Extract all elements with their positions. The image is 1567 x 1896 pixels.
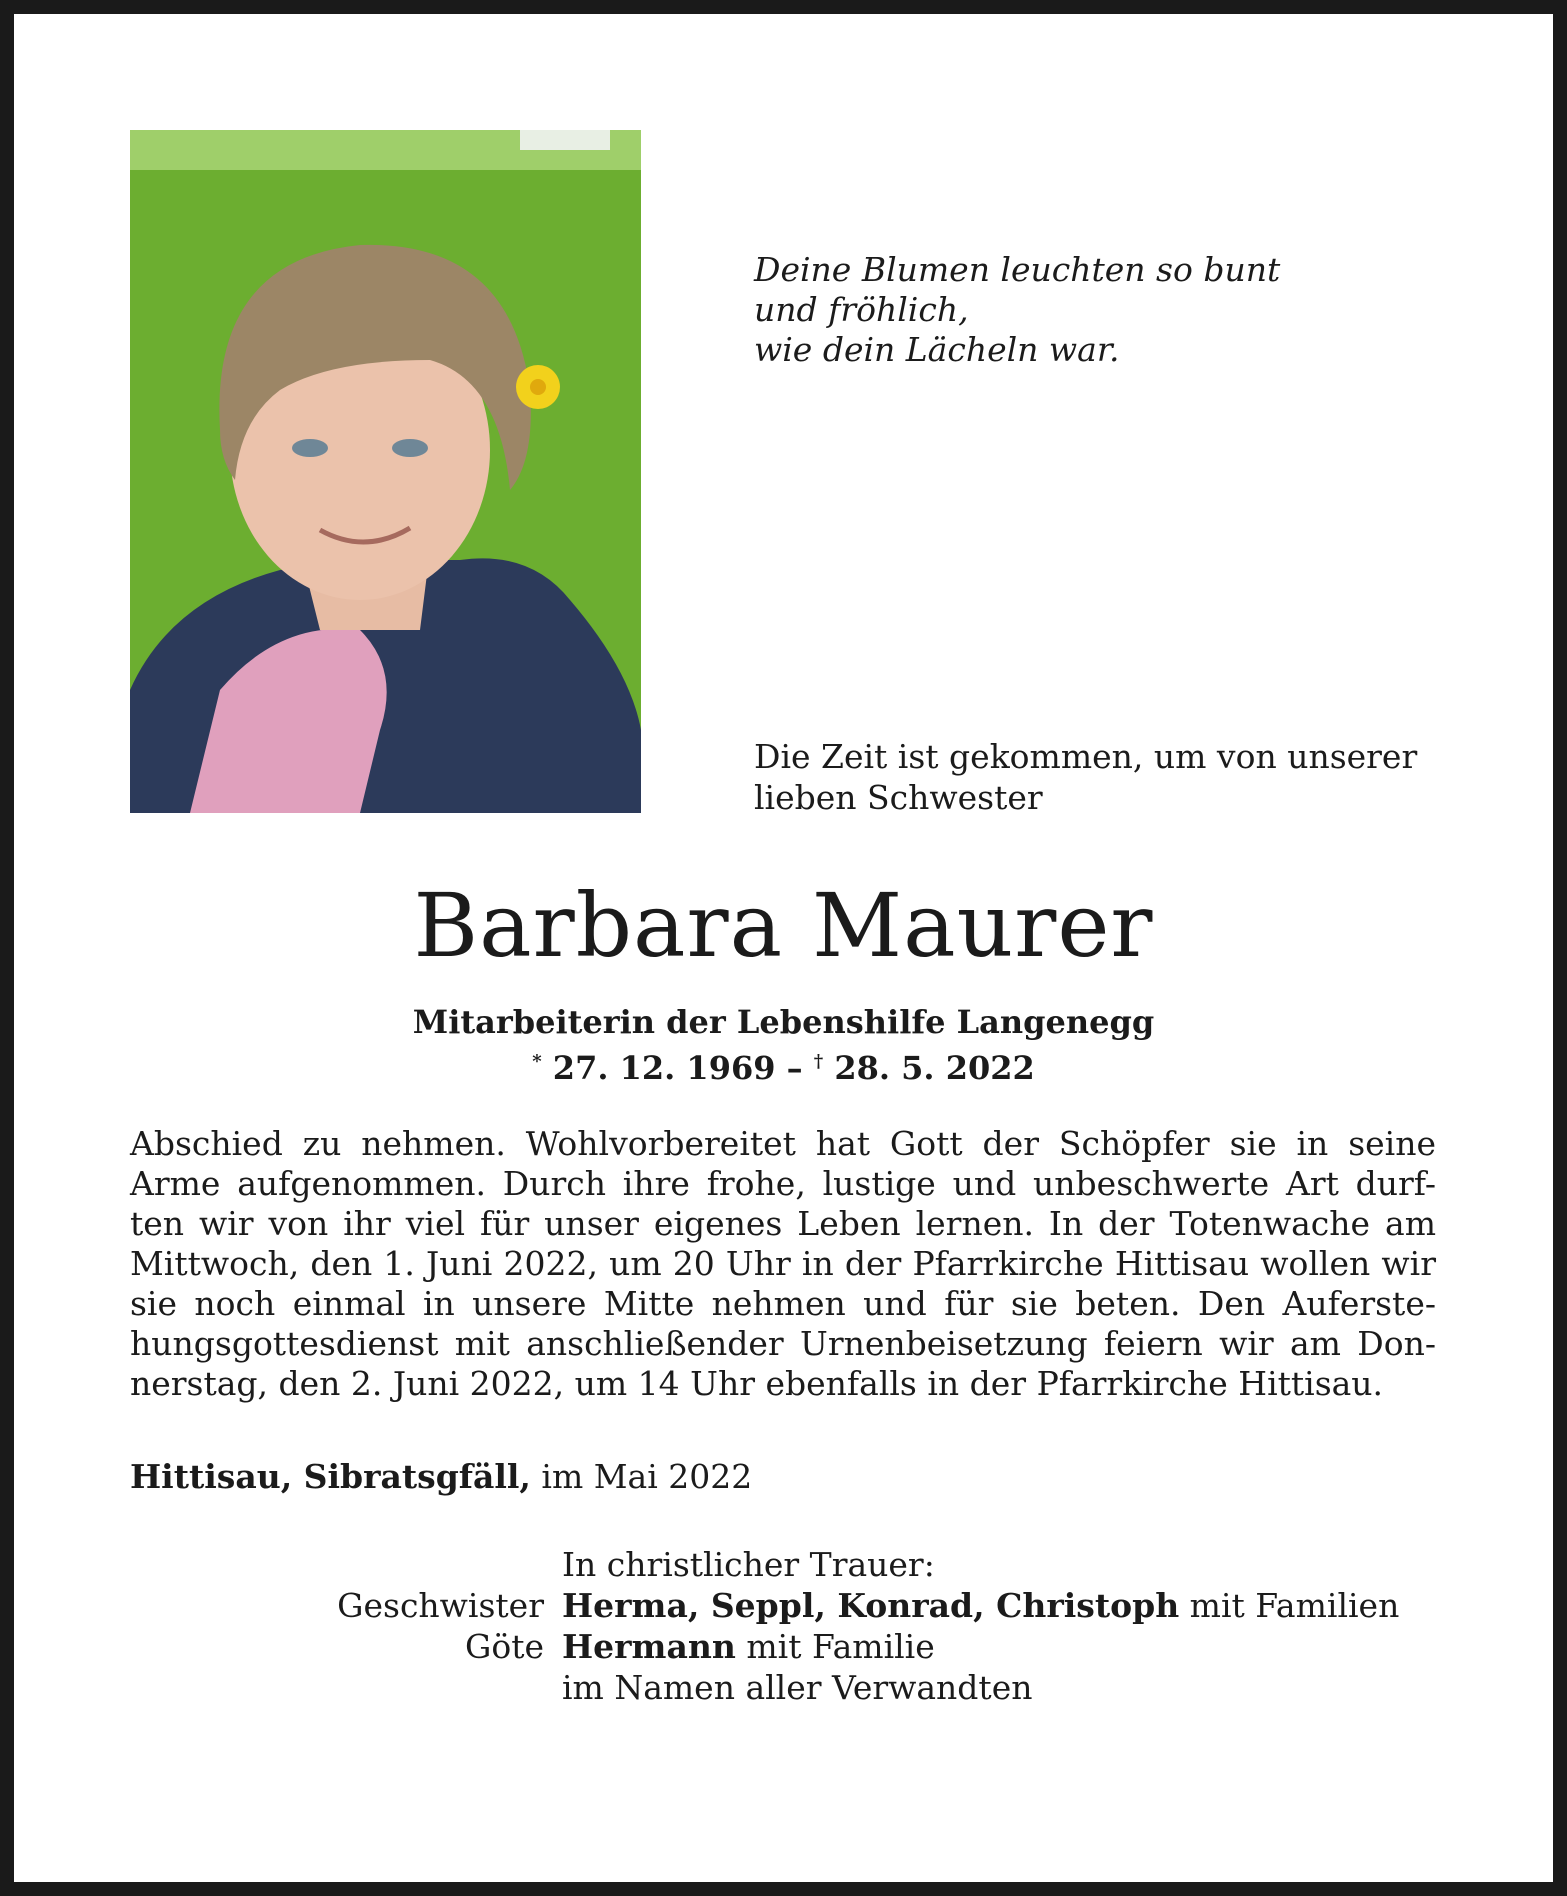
intro-line: lieben Schwester: [754, 778, 1043, 817]
body-line: sie noch einmal in unsere Mitte nehmen und für sie beten. Den Auferste-: [130, 1284, 1436, 1323]
mourner-names: Herma, Seppl, Konrad, Christoph: [562, 1586, 1180, 1625]
death-symbol: †: [813, 1051, 824, 1072]
quote-line: und fröhlich,: [754, 290, 969, 329]
mourner-relation: Geschwister: [337, 1586, 544, 1625]
intro-line: Die Zeit ist gekommen, um von unserer: [754, 737, 1418, 776]
place-names: Hittisau, Sibratsgfäll,: [130, 1457, 531, 1496]
quote-line: Deine Blumen leuchten so bunt: [754, 250, 1281, 289]
body-line: nerstag, den 2. Juni 2022, um 14 Uhr ebenfalls in der Pfarrkirche Hittisau.: [130, 1364, 1384, 1403]
deceased-occupation: Mitarbeiterin der Lebenshilfe Langenegg: [412, 1003, 1155, 1041]
body-line: Arme aufgenommen. Durch ihre frohe, lustige und unbeschwerte Art durf-: [130, 1164, 1436, 1203]
mourner-row: [284, 1667, 1399, 1708]
mourner-names: Hermann: [562, 1627, 736, 1666]
mourner-row: [284, 1626, 1399, 1667]
body-line: ten wir von ihr viel für unser eigenes Leben lernen. In der Totenwache am: [130, 1204, 1436, 1243]
place-and-date: [130, 1457, 752, 1497]
mourner-suffix: mit Familie: [735, 1627, 935, 1666]
birth-symbol: *: [532, 1051, 542, 1072]
mourner-suffix: im Namen aller Verwandten: [562, 1668, 1033, 1707]
life-dates: [14, 1042, 1553, 1088]
quote-line: wie dein Lächeln war.: [754, 330, 1120, 369]
death-date: 28. 5. 2022: [834, 1049, 1035, 1087]
deceased-name: Barbara Maurer: [413, 874, 1154, 977]
mourner-row: [284, 1585, 1399, 1626]
obituary-card: [14, 14, 1553, 1882]
announcement-body: [130, 1124, 1436, 1404]
date-separator: –: [775, 1049, 814, 1087]
birth-date: 27. 12. 1969: [552, 1049, 776, 1087]
body-line: Mittwoch, den 1. Juni 2022, um 20 Uhr in der Pfarrkirche Hittisau wollen wir: [130, 1244, 1436, 1283]
portrait-illustration: [130, 130, 641, 813]
mourner-relation: Göte: [464, 1627, 544, 1666]
mourning-heading: In christlicher Trauer:: [562, 1545, 935, 1584]
body-line: hungsgottesdienst mit anschließender Urnenbeisetzung feiern wir am Don-: [130, 1324, 1436, 1363]
mourner-relation: [284, 1667, 562, 1708]
intro-text: [754, 736, 1417, 818]
portrait-photo: [130, 130, 641, 813]
body-line: Abschied zu nehmen. Wohlvorbereitet hat Gott der Schöpfer sie in seine: [130, 1124, 1436, 1163]
place-date: im Mai 2022: [530, 1457, 753, 1496]
memorial-quote: [754, 250, 1280, 370]
mourner-suffix: mit Familien: [1179, 1586, 1400, 1625]
mourners-list: [284, 1544, 1399, 1708]
